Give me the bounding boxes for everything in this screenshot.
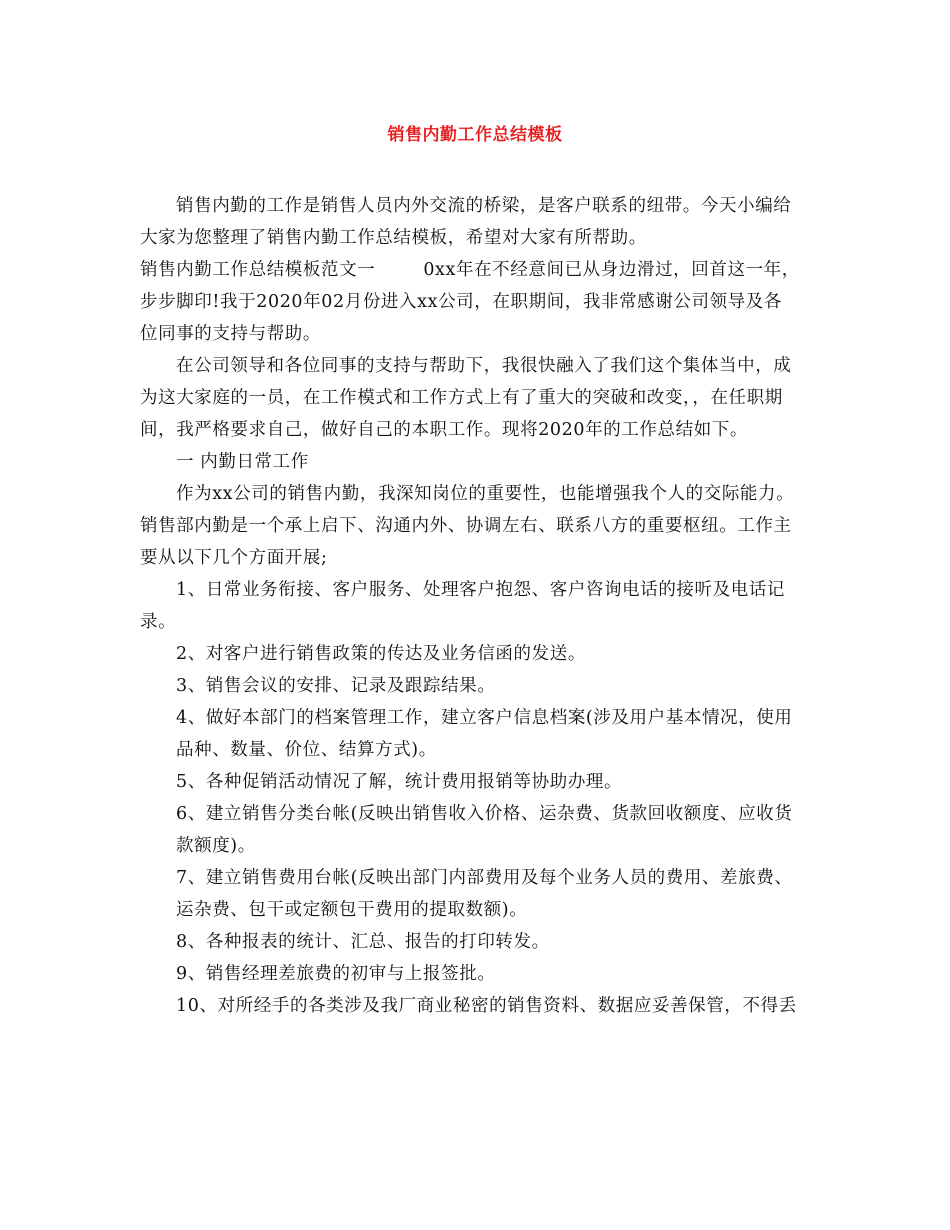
paragraph-text: 0xx年在不经意间已从身边滑过，回首这一年， xyxy=(423,260,800,280)
paragraph-line: 销售部内勤是一个承上启下、沟通内外、协调左右、联系八方的重要枢纽。工作主 xyxy=(140,516,792,536)
paragraph-line: 大家为您整理了销售内勤工作总结模板，希望对大家有所帮助。 xyxy=(140,228,647,248)
paragraph-line xyxy=(140,254,840,286)
list-item: 9、销售经理差旅费的初审与上报签批。 xyxy=(176,964,496,984)
list-item: 6、建立销售分类台帐(反映出销售收入价格、运杂费、货款回收额度、应收货 xyxy=(176,804,793,824)
list-item: 5、各种促销活动情况了解，统计费用报销等协助办理。 xyxy=(176,772,623,792)
paragraph-line: 销售内勤的工作是销售人员内外交流的桥梁，是客户联系的纽带。今天小编给 xyxy=(176,196,792,216)
paragraph-line: 为这大家庭的一员，在工作模式和工作方式上有了重大的突破和改变，，在任职期 xyxy=(140,388,783,408)
list-item: 10、对所经手的各类涉及我厂商业秘密的销售资料、数据应妥善保管，不得丢 xyxy=(176,996,797,1016)
list-item-continuation: 录。 xyxy=(140,612,177,632)
list-item: 2、对客户进行销售政策的传达及业务信函的发送。 xyxy=(176,644,586,664)
paragraph-line: 间，我严格要求自己，做好自己的本职工作。现将2020年的工作总结如下。 xyxy=(140,420,749,440)
paragraph-line: 要从以下几个方面开展; xyxy=(140,548,328,568)
list-item-continuation: 款额度)。 xyxy=(176,836,256,856)
list-item: 8、各种报表的统计、汇总、报告的打印转发。 xyxy=(176,932,550,952)
list-item: 7、建立销售费用台帐(反映出部门内部费用及每个业务人员的费用、差旅费、 xyxy=(176,868,793,888)
document-body xyxy=(140,190,840,1022)
list-item: 4、做好本部门的档案管理工作，建立客户信息档案(涉及用户基本情况，使用 xyxy=(176,708,793,728)
document-title: 销售内勤工作总结模板 xyxy=(387,125,563,145)
paragraph-line: 在公司领导和各位同事的支持与帮助下，我很快融入了我们这个集体当中，成 xyxy=(176,356,792,376)
section-heading: 一 内勤日常工作 xyxy=(176,452,309,472)
list-item-continuation: 品种、数量、价位、结算方式)。 xyxy=(176,740,437,760)
list-item-continuation: 运杂费、包干或定额包干费用的提取数额)。 xyxy=(176,900,528,920)
paragraph-line: 位同事的支持与帮助。 xyxy=(140,324,321,344)
section-heading-inline: 销售内勤工作总结模板范文一 xyxy=(140,260,376,280)
paragraph-line: 作为xx公司的销售内勤，我深知岗位的重要性，也能增强我个人的交际能力。 xyxy=(176,484,795,504)
list-item: 3、销售会议的安排、记录及跟踪结果。 xyxy=(176,676,496,696)
paragraph-line: 步步脚印!我于2020年02月份进入xx公司，在职期间，我非常感谢公司领导及各 xyxy=(140,292,782,312)
list-item: 1、日常业务衔接、客户服务、处理客户抱怨、客户咨询电话的接听及电话记 xyxy=(176,580,786,600)
